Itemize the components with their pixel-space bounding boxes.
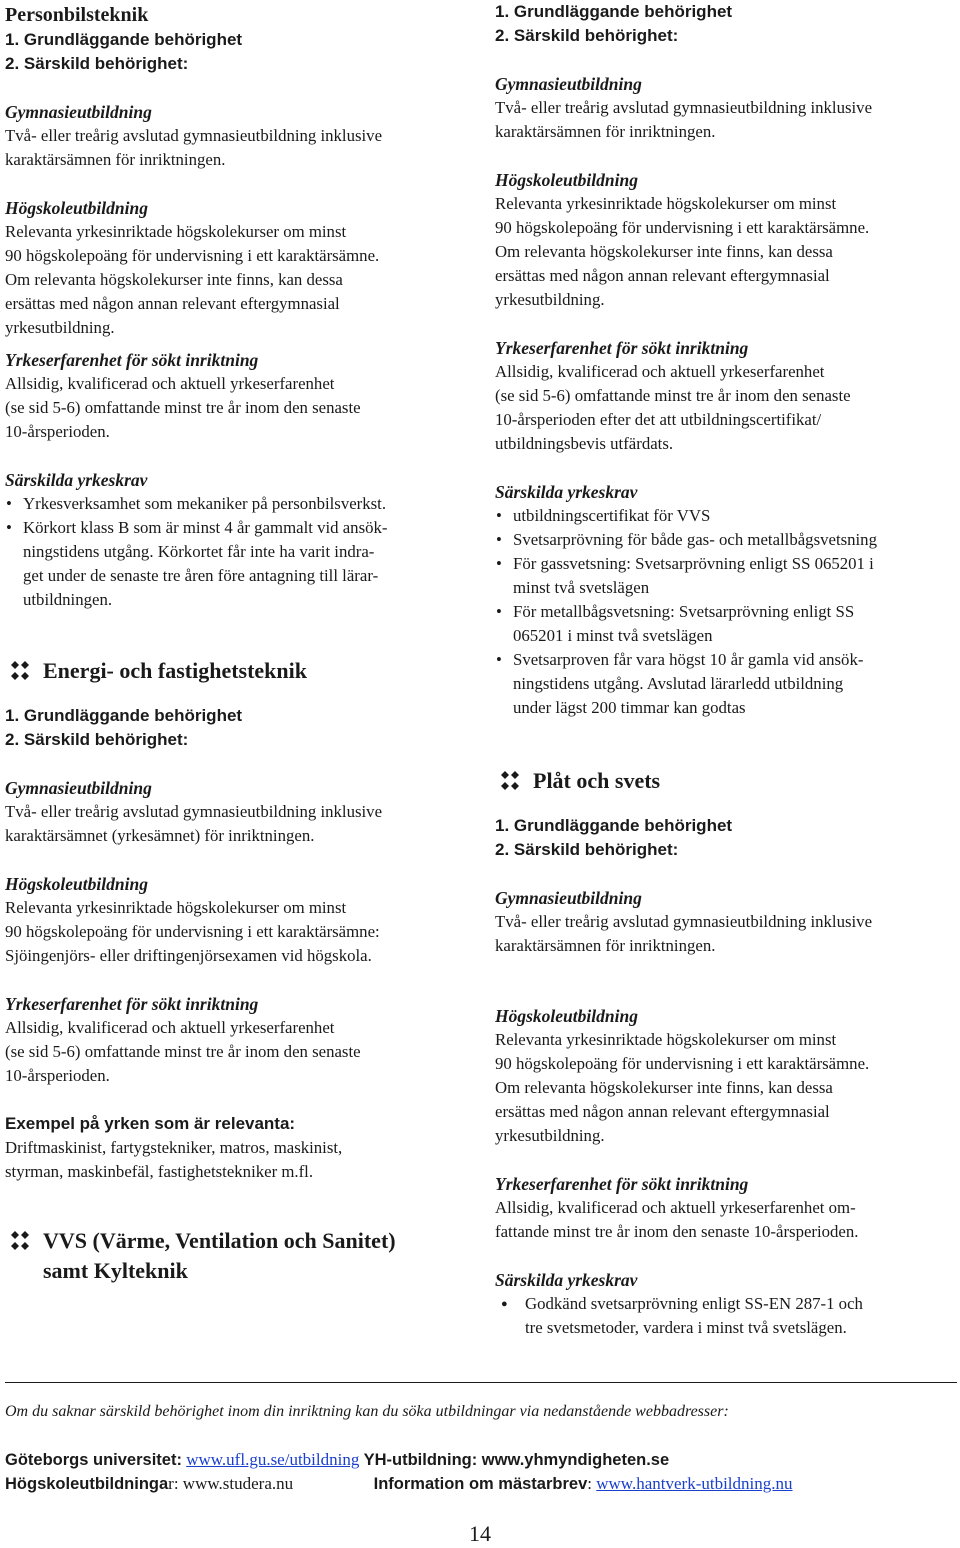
paragraph	[495, 1196, 957, 1244]
text-line: Två- eller treårig avslutad gymnasieutbildning inklusive	[495, 98, 873, 117]
text-line: 10-årsperioden.	[5, 1066, 110, 1085]
text-line: • Yrkesverksamhet som mekaniker på personbilsverkst.	[23, 494, 387, 513]
text-line: Allsidig, kvalificerad och aktuell yrkeserfarenhet om-	[495, 1198, 856, 1217]
text-line: Relevanta yrkesinriktade högskolekurser om minst	[5, 898, 347, 917]
text-line: 10-årsperioden efter det att utbildningscertifikat/	[495, 410, 822, 429]
subheading-hogskoleutbildning: Högskoleutbildning	[495, 170, 638, 190]
section-title-personbilsteknik: Personbilsteknik	[5, 4, 149, 26]
text-line: Sjöingenjörs- eller driftingenjörsexamen vid högskola.	[5, 946, 372, 965]
text-line: Relevanta yrkesinriktade högskolekurser om minst	[5, 222, 347, 241]
text-line: Allsidig, kvalificerad och aktuell yrkeserfarenhet	[5, 1018, 335, 1037]
paragraph	[5, 372, 475, 444]
paragraph	[495, 1028, 957, 1148]
list-item	[495, 528, 957, 552]
subheading-gymnasieutbildning: Gymnasieutbildning	[5, 102, 152, 122]
paragraph	[5, 124, 475, 172]
mb-link[interactable]: www.hantverk-utbildning.nu	[596, 1474, 793, 1493]
footer-divider	[5, 1382, 957, 1383]
list-item	[5, 492, 475, 516]
basic-eligibility: 1. Grundläggande behörighet	[5, 30, 243, 49]
text-line: tre svetsmetoder, vardera i minst två svetslägen.	[525, 1318, 847, 1337]
list-item	[495, 1292, 957, 1340]
text-line: 90 högskolepoäng för undervisning i ett karaktärsämne.	[5, 246, 380, 265]
basic-eligibility: 1. Grundläggande behörighet	[495, 816, 733, 835]
text-line: Allsidig, kvalificerad och aktuell yrkeserfarenhet	[5, 374, 335, 393]
text-line: 90 högskolepoäng för undervisning i ett karaktärsämne:	[5, 922, 380, 941]
section-heading-vvs	[7, 1226, 475, 1286]
special-eligibility: 2. Särskild behörighet:	[5, 54, 189, 73]
page-number: 14	[469, 1521, 491, 1546]
subheading-hogskoleutbildning: Högskoleutbildning	[5, 874, 148, 894]
text-line: utbildningsbevis utfärdats.	[495, 434, 674, 453]
gu-link[interactable]: www.ufl.gu.se/utbildning	[186, 1450, 360, 1469]
diamond-bullet-icon	[7, 659, 33, 683]
colon: :	[587, 1474, 597, 1493]
subheading-gymnasieutbildning: Gymnasieutbildning	[5, 778, 152, 798]
paragraph	[495, 360, 957, 456]
special-eligibility: 2. Särskild behörighet:	[5, 730, 189, 749]
basic-eligibility: 1. Grundläggande behörighet	[5, 706, 243, 725]
text-line: 10-årsperioden.	[5, 422, 110, 441]
text-line: 065201 i minst två svetslägen	[513, 626, 713, 645]
text-line: Allsidig, kvalificerad och aktuell yrkeserfarenhet	[495, 362, 825, 381]
heading-text: Energi- och fastighetsteknik	[43, 658, 307, 683]
right-column	[495, 0, 957, 1340]
text-line: karaktärsämnen för inriktningen.	[495, 122, 716, 141]
list-item	[495, 648, 957, 720]
text-line: ersättas med någon annan relevant eftergymnasial	[495, 266, 830, 285]
diamond-bullet-icon	[7, 1229, 33, 1253]
requirements-list	[5, 492, 475, 612]
paragraph	[5, 1016, 475, 1088]
text-line: Driftmaskinist, fartygstekniker, matros, maskinist,	[5, 1138, 343, 1157]
text-line: (se sid 5-6) omfattande minst tre år inom den senaste	[5, 1042, 361, 1061]
text-line: • Körkort klass B som är minst 4 år gammalt vid ansök-	[23, 518, 388, 537]
special-eligibility: 2. Särskild behörighet:	[495, 840, 679, 859]
yh-label: YH-utbildning: www.yhmyndigheten.se	[363, 1451, 670, 1469]
subheading-yrkeserfarenhet: Yrkeserfarenhet för sökt inriktning	[5, 994, 259, 1014]
text-line: utbildningen.	[23, 590, 113, 609]
footer-line-1	[5, 1448, 957, 1472]
left-column	[5, 0, 475, 1286]
text-line: (se sid 5-6) omfattande minst tre år inom den senaste	[5, 398, 361, 417]
section-heading-plat-och-svets	[497, 766, 957, 796]
text-line: Två- eller treårig avslutad gymnasieutbildning inklusive	[495, 912, 873, 931]
examples-heading: Exempel på yrken som är relevanta:	[5, 1114, 296, 1133]
text-line: get under de senaste tre åren före antagning till lärar-	[23, 566, 379, 585]
list-item	[495, 552, 957, 600]
text-line: minst två svetslägen	[513, 578, 650, 597]
text-line: • För metallbågsvetsning: Svetsarprövning enligt SS	[513, 602, 855, 621]
subheading-yrkeserfarenhet: Yrkeserfarenhet för sökt inriktning	[495, 1174, 749, 1194]
requirements-list	[495, 504, 957, 720]
subheading-sarskilda-yrkeskrav: Särskilda yrkeskrav	[495, 1270, 638, 1290]
text-line: 90 högskolepoäng för undervisning i ett karaktärsämne.	[495, 1054, 870, 1073]
list-item	[495, 600, 957, 648]
paragraph	[5, 220, 475, 340]
paragraph	[495, 192, 957, 312]
text-line: ● Godkänd svetsarprövning enligt SS-EN 287-1 och	[525, 1294, 863, 1313]
paragraph	[495, 96, 957, 144]
subheading-yrkeserfarenhet: Yrkeserfarenhet för sökt inriktning	[495, 338, 749, 358]
text-line: styrman, maskinbefäl, fastighetstekniker m.fl.	[5, 1162, 314, 1181]
heading-text: Plåt och svets	[533, 768, 661, 793]
text-line: ersättas med någon annan relevant eftergymnasial	[495, 1102, 830, 1121]
heading-text: samt Kylteknik	[43, 1258, 188, 1283]
subheading-gymnasieutbildning: Gymnasieutbildning	[495, 74, 642, 94]
text-line: yrkesutbildning.	[5, 318, 115, 337]
paragraph	[5, 1136, 475, 1184]
paragraph	[495, 910, 957, 958]
paragraph	[5, 800, 475, 848]
list-item	[495, 504, 957, 528]
text-line: yrkesutbildning.	[495, 290, 605, 309]
subheading-sarskilda-yrkeskrav: Särskilda yrkeskrav	[495, 482, 638, 502]
basic-eligibility: 1. Grundläggande behörighet	[495, 2, 733, 21]
footer	[5, 1400, 957, 1496]
text-line: karaktärsämnen för inriktningen.	[5, 150, 226, 169]
subheading-hogskoleutbildning: Högskoleutbildning	[495, 1006, 638, 1026]
text-line: fattande minst tre år inom den senaste 10-årsperioden.	[495, 1222, 859, 1241]
subheading-hogskoleutbildning: Högskoleutbildning	[5, 198, 148, 218]
list-item	[5, 516, 475, 612]
text-line: karaktärsämnet (yrkesämnet) för inriktningen.	[5, 826, 315, 845]
text-line: ningstidens utgång. Avslutad lärarledd utbildning	[513, 674, 844, 693]
text-line: • utbildningscertifikat för VVS	[513, 506, 711, 525]
text-line: Om relevanta högskolekurser inte finns, kan dessa	[495, 242, 833, 261]
text-line: 90 högskolepoäng för undervisning i ett karaktärsämne.	[495, 218, 870, 237]
diamond-bullet-icon	[497, 769, 523, 793]
footer-note: Om du saknar särskild behörighet inom din inriktning kan du söka utbildningar via nedanstående webbadresser:	[5, 1403, 729, 1420]
footer-line-2	[5, 1472, 957, 1496]
text-line: Två- eller treårig avslutad gymnasieutbildning inklusive	[5, 126, 383, 145]
text-line: Relevanta yrkesinriktade högskolekurser om minst	[495, 194, 837, 213]
mb-label: Information om mästarbrev	[373, 1475, 588, 1493]
subheading-sarskilda-yrkeskrav: Särskilda yrkeskrav	[5, 470, 148, 490]
text-line: yrkesutbildning.	[495, 1126, 605, 1145]
special-eligibility: 2. Särskild behörighet:	[495, 26, 679, 45]
hs-url: r: www.studera.nu	[168, 1474, 294, 1493]
text-line: Relevanta yrkesinriktade högskolekurser om minst	[495, 1030, 837, 1049]
heading-text: VVS (Värme, Ventilation och Sanitet)	[43, 1228, 396, 1253]
section-heading-energi	[7, 656, 475, 686]
text-line: • Svetsarproven får vara högst 10 år gamla vid ansök-	[513, 650, 864, 669]
requirements-list	[495, 1292, 957, 1340]
gu-label: Göteborgs universitet:	[5, 1451, 182, 1469]
text-line: • Svetsarprövning för både gas- och metallbågsvetsning	[513, 530, 877, 549]
hs-label: Högskoleutbildninga	[5, 1475, 169, 1493]
text-line: ersättas med någon annan relevant eftergymnasial	[5, 294, 340, 313]
text-line: under lägst 200 timmar kan godtas	[513, 698, 746, 717]
text-line: (se sid 5-6) omfattande minst tre år inom den senaste	[495, 386, 851, 405]
text-line: Om relevanta högskolekurser inte finns, kan dessa	[5, 270, 343, 289]
text-line: karaktärsämnen för inriktningen.	[495, 936, 716, 955]
text-line: Två- eller treårig avslutad gymnasieutbildning inklusive	[5, 802, 383, 821]
text-line: ningstidens utgång. Körkortet får inte ha varit indra-	[23, 542, 375, 561]
text-line: • För gassvetsning: Svetsarprövning enligt SS 065201 i	[513, 554, 874, 573]
subheading-yrkeserfarenhet: Yrkeserfarenhet för sökt inriktning	[5, 350, 259, 370]
paragraph	[5, 896, 475, 968]
text-line: Om relevanta högskolekurser inte finns, kan dessa	[495, 1078, 833, 1097]
subheading-gymnasieutbildning: Gymnasieutbildning	[495, 888, 642, 908]
